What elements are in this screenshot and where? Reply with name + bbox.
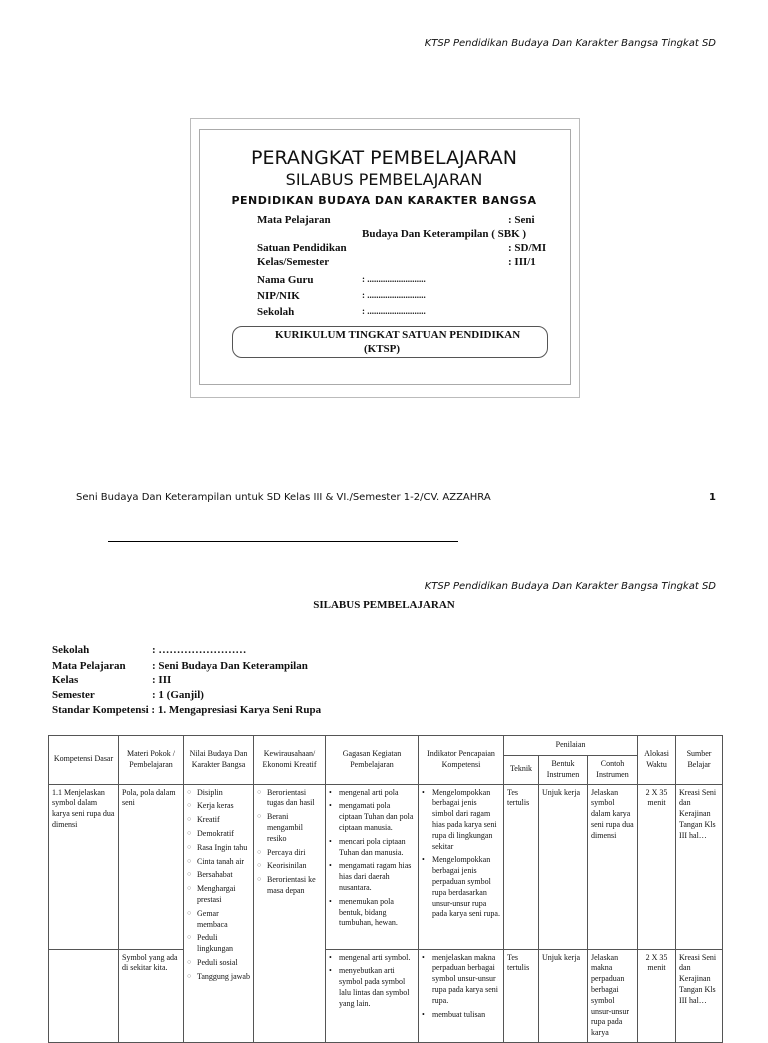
col-kd: Kompetensi Dasar: [49, 736, 119, 785]
running-header-2: KTSP Pendidikan Budaya Dan Karakter Bangsa Tingkat SD: [424, 581, 716, 592]
guru-value: : ..........................: [362, 274, 426, 284]
meta-mapel: Mata Pelajaran : Seni Budaya Dan Keterampilan: [52, 660, 308, 672]
col-contoh: Contoh Instrumen: [588, 756, 638, 785]
cell-kewirausahaan: [254, 784, 326, 1042]
cell-materi: Pola, pola dalam seni: [119, 784, 184, 949]
cell-teknik: Tes tertulis: [504, 784, 539, 949]
list-item: ○ Percaya diri: [257, 848, 322, 859]
col-teknik: Teknik: [504, 756, 539, 785]
list-item: ○ Keorisinilan: [257, 861, 322, 872]
mapel-label: Mata Pelajaran: [257, 214, 331, 226]
col-alokasi: Alokasi Waktu: [638, 736, 676, 785]
list-item: • mengenal arti symbol.: [329, 953, 415, 964]
table-row: [49, 784, 723, 949]
kurikulum-line-1: KURIKULUM TINGKAT SATUAN PENDIDIKAN: [275, 329, 521, 341]
nip-label: NIP/NIK: [257, 290, 300, 302]
standar-kompetensi: Standar Kompetensi : 1. Mengapresiasi Karya Seni Rupa: [52, 704, 322, 716]
list-item: ○ Peduli sosial: [187, 958, 250, 969]
list-item: ○ Berorientasi ke masa depan: [257, 875, 322, 897]
satuan-label: Satuan Pendidikan: [257, 242, 347, 254]
meta-sekolah: Sekolah : ……………………: [52, 644, 247, 656]
list-item: ○ Berorientasi tugas dan hasil: [257, 788, 322, 810]
meta-semester: Semester : 1 (Ganjil): [52, 689, 204, 701]
guru-label: Nama Guru: [257, 274, 314, 286]
kelas-value: : III/1: [508, 256, 536, 268]
sekolah-value: : ..........................: [362, 306, 426, 316]
col-bentuk: Bentuk Instrumen: [539, 756, 588, 785]
list-item: ○ Berani mengambil resiko: [257, 812, 322, 844]
table-row: [49, 949, 723, 1042]
footer-text: Seni Budaya Dan Keterampilan untuk SD Kelas III & VI./Semester 1-2/CV. AZZAHRA: [76, 492, 491, 503]
cell-alokasi: 2 X 35 menit: [638, 949, 676, 1042]
col-sumber: Sumber Belajar: [676, 736, 723, 785]
cell-alokasi: 2 X 35 menit: [638, 784, 676, 949]
list-item: ○ Rasa Ingin tahu: [187, 843, 250, 854]
col-penilaian: Penilaian: [504, 736, 638, 756]
list-item: • menemukan pola bentuk, bidang tumbuhan, hewan.: [329, 897, 415, 929]
cell-teknik: Tes tertulis: [504, 949, 539, 1042]
list-item: ○ Disiplin: [187, 788, 250, 799]
nip-value: : ..........................: [362, 290, 426, 300]
list-item: • menjelaskan makna perpaduan berbagai symbol unsur-unsur rupa pada karya seni rupa.: [422, 953, 500, 1007]
list-item: ○ Bersahabat: [187, 870, 250, 881]
list-item: • Mengelompokkan berbagai jenis perpaduan symbol rupa berdasarkan unsur-unsur rupa pada karya seni rupa.: [422, 855, 500, 920]
cover-subtitle: SILABUS PEMBELAJARAN: [285, 170, 483, 189]
silabus-title: SILABUS PEMBELAJARAN: [313, 599, 455, 611]
kurikulum-line-2: (KTSP): [364, 343, 401, 355]
silabus-table: [48, 735, 723, 1043]
list-item: • menyebutkan arti symbol pada symbol lalu lintas dan symbol yang lain.: [329, 966, 415, 1009]
list-item: • membuat tulisan: [422, 1010, 500, 1021]
list-item: ○ Demokratif: [187, 829, 250, 840]
cell-indikator: [419, 949, 504, 1042]
list-item: ○ Gemar membaca: [187, 909, 250, 931]
list-item: ○ Menghargai prestasi: [187, 884, 250, 906]
mapel-value: : Seni: [508, 214, 535, 226]
cover-title: PERANGKAT PEMBELAJARAN: [251, 147, 517, 169]
running-header: KTSP Pendidikan Budaya Dan Karakter Bangsa Tingkat SD: [424, 38, 716, 49]
sekolah-label: Sekolah: [257, 306, 295, 318]
list-item: ○ Kerja keras: [187, 801, 250, 812]
list-item: ○ Tanggung jawab: [187, 972, 250, 983]
list-item: • mengenal arti pola: [329, 788, 415, 799]
satuan-value: : SD/MI: [508, 242, 547, 254]
cell-materi: Symbol yang ada di sekitar kita.: [119, 949, 184, 1042]
cell-kegiatan: [326, 784, 419, 949]
col-indikator: Indikator Pencapaian Kompetensi: [419, 736, 504, 785]
cell-sumber: Kreasi Seni dan Kerajinan Tangan Kls III hal…: [676, 784, 723, 949]
cell-contoh: Jelaskan symbol dalam karya seni rupa dua dimensi: [588, 784, 638, 949]
page-number: 1: [709, 492, 716, 503]
col-kewirausahaan: Kewirausahaan/ Ekonomi Kreatif: [254, 736, 326, 785]
list-item: ○ Cinta tanah air: [187, 857, 250, 868]
col-materi: Materi Pokok / Pembelajaran: [119, 736, 184, 785]
col-nilai: Nilai Budaya Dan Karakter Bangsa: [184, 736, 254, 785]
mapel-value-2: Budaya Dan Keterampilan ( SBK ): [362, 228, 527, 240]
cell-kegiatan: [326, 949, 419, 1042]
cell-kd: [49, 949, 119, 1042]
cell-nilai: [184, 784, 254, 1042]
meta-kelas: Kelas : III: [52, 674, 172, 686]
list-item: • mengamati pola ciptaan Tuhan dan pola ciptaan manusia.: [329, 801, 415, 833]
list-item: • mengamati ragam hias hias dari daerah nusantara.: [329, 861, 415, 893]
list-item: • mencari pola ciptaan Tuhan dan manusia.: [329, 837, 415, 859]
col-kegiatan: Gagasan Kegiatan Pembelajaran: [326, 736, 419, 785]
list-item: • Mengelompokkan berbagai jenis simbol dari ragam hias pada karya seni rupa di lingkungan sekitar: [422, 788, 500, 853]
list-item: ○ Kreatif: [187, 815, 250, 826]
cell-bentuk: Unjuk kerja: [539, 784, 588, 949]
list-item: ○ Peduli lingkungan: [187, 933, 250, 955]
cell-contoh: Jelaskan makna perpaduan berbagai symbol unsur-unsur rupa pada karya: [588, 949, 638, 1042]
cover-subtitle-2: PENDIDIKAN BUDAYA DAN KARAKTER BANGSA: [231, 194, 537, 207]
cell-indikator: [419, 784, 504, 949]
cell-sumber: Kreasi Seni dan Kerajinan Tangan Kls III hal…: [676, 949, 723, 1042]
kelas-label: Kelas/Semester: [257, 256, 330, 268]
divider: [108, 541, 458, 542]
cell-kd: 1.1 Menjelaskan symbol dalam karya seni rupa dua dimensi: [49, 784, 119, 949]
cell-bentuk: Unjuk kerja: [539, 949, 588, 1042]
